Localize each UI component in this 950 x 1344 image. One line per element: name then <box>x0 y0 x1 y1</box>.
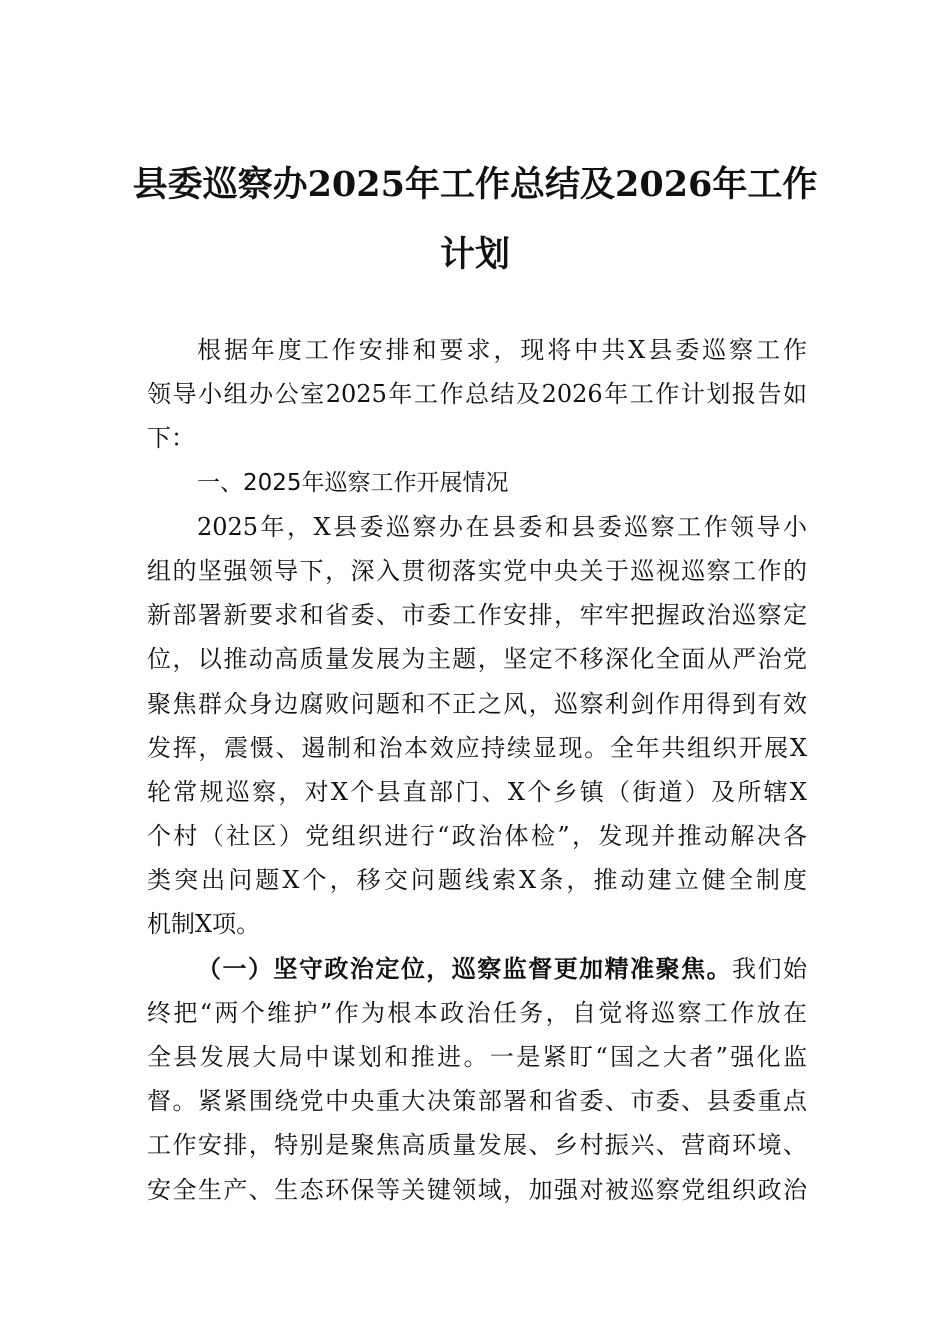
paragraph-line: 类突出问题X个，移交问题线索X条，推动建立健全制度 <box>147 866 807 895</box>
paragraph-line: 组的坚强领导下，深入贯彻落实党中央关于巡视巡察工作的 <box>147 556 807 585</box>
intro-line: 领导小组办公室2025年工作总结及2026年工作计划报告如 <box>147 380 807 409</box>
section-heading: 一、2025年巡察工作开展情况 <box>197 469 509 496</box>
paragraph-line: 新部署新要求和省委、市委工作安排，牢牢把握政治巡察定 <box>147 601 807 630</box>
paragraph-line: 2025年，X县委巡察办在县委和县委巡察工作领导小 <box>197 512 807 541</box>
subsection-first-line <box>147 947 807 991</box>
document-body <box>147 328 807 1212</box>
paragraph-line: 终把“两个维护”作为根本政治任务，自觉将巡察工作放在 <box>147 998 807 1027</box>
title-line-2: 计划 <box>439 234 510 275</box>
paragraph-line: 全县发展大局中谋划和推进。一是紧盯“国之大者”强化监 <box>147 1043 807 1071</box>
intro-line: 下： <box>147 424 195 453</box>
intro-line: 根据年度工作安排和要求，现将中共X县委巡察工作 <box>197 336 807 364</box>
paragraph-line: 聚焦群众身边腐败问题和不正之风，巡察利剑作用得到有效 <box>147 689 807 718</box>
title-line-1: 县委巡察办2025年工作总结及2026年工作 <box>132 164 818 205</box>
subsection-heading: （一）坚守政治定位，巡察监督更加精准聚焦。 <box>197 953 733 983</box>
paragraph-line: 发挥，震慑、遏制和治本效应持续显现。全年共组织开展X <box>147 733 807 762</box>
paragraph-line: 督。紧紧围绕党中央重大决策部署和省委、市委、县委重点 <box>147 1087 807 1116</box>
paragraph-line: 位，以推动高质量发展为主题，坚定不移深化全面从严治党 <box>147 645 807 674</box>
paragraph-line: 工作安排，特别是聚焦高质量发展、乡村振兴、营商环境、 <box>147 1131 807 1160</box>
paragraph-line: 安全生产、生态环保等关键领域，加强对被巡察党组织政治 <box>147 1175 807 1204</box>
subsection-text: 我们始 <box>732 954 808 983</box>
paragraph-line: 机制X项。 <box>147 910 261 939</box>
paragraph-line: 个村（社区）党组织进行“政治体检”，发现并推动解决各 <box>147 822 807 851</box>
paragraph-line: 轮常规巡察，对X个县直部门、X个乡镇（街道）及所辖X <box>147 777 807 806</box>
